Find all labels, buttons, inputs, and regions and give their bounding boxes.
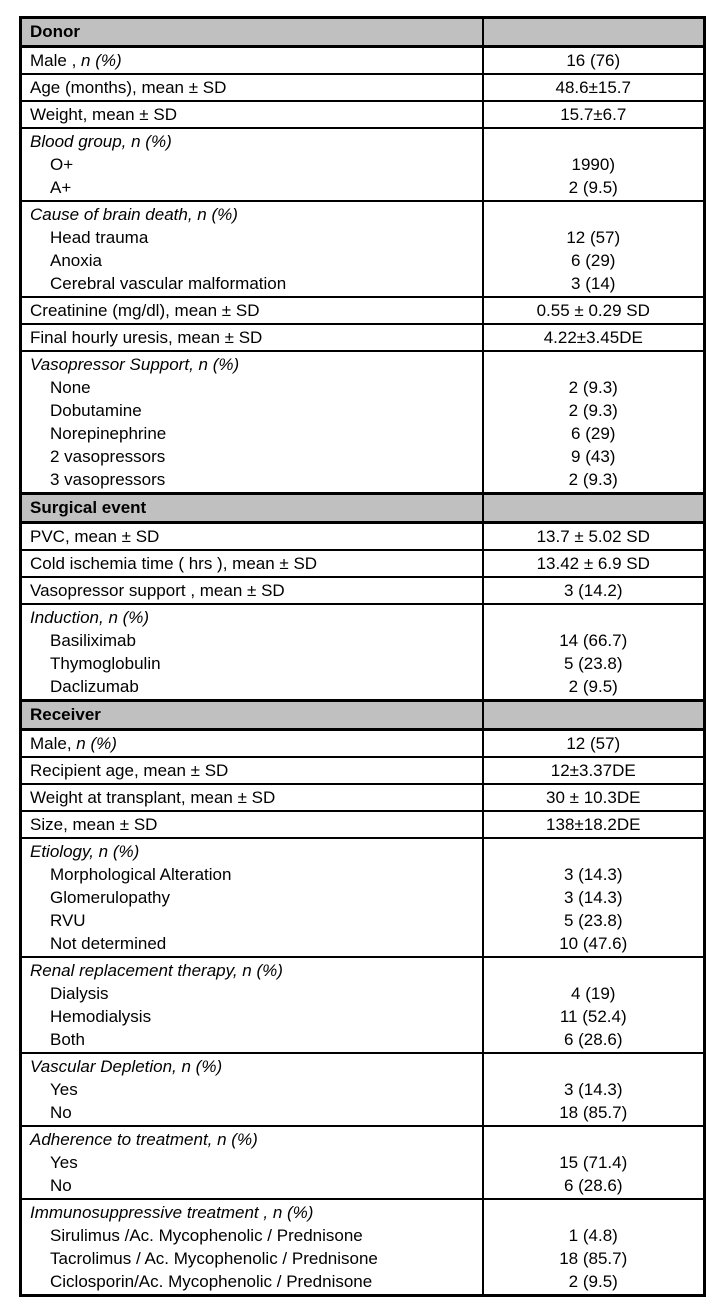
row-value: 138±18.2DE xyxy=(483,811,705,838)
group-label: Etiology, n (%) xyxy=(30,842,140,861)
row-label-italic: n (%) xyxy=(81,51,122,70)
sub-item-value: 2 (9.5) xyxy=(568,677,618,696)
table-row xyxy=(21,730,705,758)
group-label-cell xyxy=(21,957,483,1053)
group-label-cell xyxy=(21,1126,483,1199)
sub-item-value: 9 (43) xyxy=(571,447,616,466)
sub-item-value: 2 (9.3) xyxy=(568,470,618,489)
sub-item-value: 6 (29) xyxy=(571,251,616,270)
table-row xyxy=(21,74,705,101)
sub-item-label: Head trauma xyxy=(50,228,149,247)
row-label: Final hourly uresis, mean ± SD xyxy=(21,324,483,351)
blank-line xyxy=(484,840,704,863)
sub-item-value: 3 (14) xyxy=(571,274,616,293)
row-label-cell xyxy=(21,47,483,75)
row-label: Male, xyxy=(30,734,77,753)
group-value-cell xyxy=(483,1053,705,1126)
row-label: Creatinine (mg/dl), mean ± SD xyxy=(21,297,483,324)
row-label: Weight, mean ± SD xyxy=(21,101,483,128)
sub-item-label: Dobutamine xyxy=(50,401,142,420)
section-header-receiver: Receiver xyxy=(21,701,483,730)
table-group-row xyxy=(21,1199,705,1296)
table-row xyxy=(21,523,705,551)
sub-item-label: Yes xyxy=(50,1080,78,1099)
table-row xyxy=(21,47,705,75)
row-label: Vasopressor support , mean ± SD xyxy=(21,577,483,604)
sub-item-label: Dialysis xyxy=(50,984,109,1003)
row-value: 3 (14.2) xyxy=(483,577,705,604)
row-label: Weight at transplant, mean ± SD xyxy=(21,784,483,811)
row-label: Male , xyxy=(30,51,82,70)
table-group-row xyxy=(21,838,705,957)
group-label: Induction, n (%) xyxy=(30,608,150,627)
section-header-donor: Donor xyxy=(21,18,483,47)
table-row xyxy=(21,811,705,838)
row-label-cell xyxy=(21,730,483,758)
row-value: 13.7 ± 5.02 SD xyxy=(483,523,705,551)
section-header-value-cell xyxy=(483,18,705,47)
table-row xyxy=(21,757,705,784)
blank-line xyxy=(484,203,704,226)
characteristics-table xyxy=(19,16,706,1297)
sub-item-label: 3 vasopressors xyxy=(50,470,166,489)
group-value-cell xyxy=(483,128,705,201)
sub-item-value: 4 (19) xyxy=(571,984,616,1003)
sub-item-label: No xyxy=(50,1176,72,1195)
table-group-row xyxy=(21,1126,705,1199)
row-label: Cold ischemia time ( hrs ), mean ± SD xyxy=(21,550,483,577)
group-label: Renal replacement therapy, n (%) xyxy=(30,961,283,980)
row-value: 30 ± 10.3DE xyxy=(483,784,705,811)
sub-item-label: A+ xyxy=(50,178,72,197)
table-group-row xyxy=(21,957,705,1053)
group-value-cell xyxy=(483,351,705,494)
row-value: 48.6±15.7 xyxy=(483,74,705,101)
sub-item-value: 18 (85.7) xyxy=(559,1249,628,1268)
group-label-cell xyxy=(21,201,483,297)
sub-item-label: Sirulimus /Ac. Mycophenolic / Prednisone xyxy=(50,1226,363,1245)
group-label-cell xyxy=(21,604,483,701)
sub-item-label: Hemodialysis xyxy=(50,1007,152,1026)
group-label: Vasopressor Support, n (%) xyxy=(30,355,240,374)
sub-item-value: 5 (23.8) xyxy=(563,654,623,673)
group-label: Adherence to treatment, n (%) xyxy=(30,1130,258,1149)
sub-item-value: 3 (14.3) xyxy=(563,888,623,907)
sub-item-value: 2 (9.3) xyxy=(568,378,618,397)
sub-item-value: 2 (9.3) xyxy=(568,401,618,420)
table-group-row xyxy=(21,201,705,297)
sub-item-label: Thymoglobulin xyxy=(50,654,161,673)
table-row xyxy=(21,784,705,811)
table-row xyxy=(21,550,705,577)
table-row xyxy=(21,577,705,604)
sub-item-value: 1990) xyxy=(571,155,615,174)
group-label-cell xyxy=(21,351,483,494)
sub-item-value: 3 (14.3) xyxy=(563,865,623,884)
table-group-row xyxy=(21,128,705,201)
table-row xyxy=(21,101,705,128)
sub-item-label: Basiliximab xyxy=(50,631,136,650)
row-value: 16 (76) xyxy=(483,47,705,75)
sub-item-value: 14 (66.7) xyxy=(559,631,628,650)
sub-item-value: 18 (85.7) xyxy=(559,1103,628,1122)
sub-item-value: 6 (28.6) xyxy=(563,1176,623,1195)
sub-item-value: 5 (23.8) xyxy=(563,911,623,930)
group-label: Immunosuppressive treatment , n (%) xyxy=(30,1203,314,1222)
blank-line xyxy=(484,1128,704,1151)
group-value-cell xyxy=(483,201,705,297)
row-label: Age (months), mean ± SD xyxy=(21,74,483,101)
sub-item-value: 15 (71.4) xyxy=(559,1153,628,1172)
blank-line xyxy=(484,1055,704,1078)
table-group-row xyxy=(21,351,705,494)
sub-item-value: 2 (9.5) xyxy=(568,178,618,197)
group-value-cell xyxy=(483,1199,705,1296)
sub-item-value: 12 (57) xyxy=(566,228,621,247)
sub-item-label: Not determined xyxy=(50,934,167,953)
row-value: 15.7±6.7 xyxy=(483,101,705,128)
sub-item-value: 6 (29) xyxy=(571,424,616,443)
sub-item-label: 2 vasopressors xyxy=(50,447,166,466)
sub-item-value: 2 (9.5) xyxy=(568,1272,618,1291)
row-label: Size, mean ± SD xyxy=(21,811,483,838)
group-label-cell xyxy=(21,838,483,957)
group-label-cell xyxy=(21,1053,483,1126)
section-header-surgical-event: Surgical event xyxy=(21,494,483,523)
sub-item-label: RVU xyxy=(50,911,86,930)
sub-item-label: No xyxy=(50,1103,72,1122)
group-value-cell xyxy=(483,604,705,701)
sub-item-label: Norepinephrine xyxy=(50,424,167,443)
blank-line xyxy=(484,959,704,982)
sub-item-label: Tacrolimus / Ac. Mycophenolic / Prednisone xyxy=(50,1249,378,1268)
sub-item-label: Ciclosporin/Ac. Mycophenolic / Prednisone xyxy=(50,1272,373,1291)
sub-item-value: 3 (14.3) xyxy=(563,1080,623,1099)
sub-item-label: O+ xyxy=(50,155,74,174)
group-label: Cause of brain death, n (%) xyxy=(30,205,238,224)
sub-item-label: Anoxia xyxy=(50,251,102,270)
group-value-cell xyxy=(483,957,705,1053)
table-group-row xyxy=(21,1053,705,1126)
section-header-row xyxy=(21,494,705,523)
blank-line xyxy=(484,130,704,153)
table-group-row xyxy=(21,604,705,701)
sub-item-label: Daclizumab xyxy=(50,677,139,696)
sub-item-label: Both xyxy=(50,1030,85,1049)
row-label: Recipient age, mean ± SD xyxy=(21,757,483,784)
blank-line xyxy=(484,353,704,376)
section-header-row xyxy=(21,18,705,47)
blank-line xyxy=(484,1201,704,1224)
sub-item-value: 11 (52.4) xyxy=(559,1007,627,1026)
row-label: PVC, mean ± SD xyxy=(21,523,483,551)
section-header-value-cell xyxy=(483,701,705,730)
table-row xyxy=(21,324,705,351)
sub-item-label: None xyxy=(50,378,91,397)
sub-item-label: Cerebral vascular malformation xyxy=(50,274,287,293)
row-value: 12±3.37DE xyxy=(483,757,705,784)
group-label: Vascular Depletion, n (%) xyxy=(30,1057,223,1076)
group-value-cell xyxy=(483,838,705,957)
row-value: 4.22±3.45DE xyxy=(483,324,705,351)
sub-item-label: Morphological Alteration xyxy=(50,865,232,884)
sub-item-value: 1 (4.8) xyxy=(568,1226,618,1245)
sub-item-label: Yes xyxy=(50,1153,78,1172)
table-row xyxy=(21,297,705,324)
blank-line xyxy=(484,606,704,629)
sub-item-value: 10 (47.6) xyxy=(559,934,628,953)
sub-item-label: Glomerulopathy xyxy=(50,888,171,907)
row-value: 13.42 ± 6.9 SD xyxy=(483,550,705,577)
group-value-cell xyxy=(483,1126,705,1199)
group-label: Blood group, n (%) xyxy=(30,132,172,151)
group-label-cell xyxy=(21,128,483,201)
sub-item-value: 6 (28.6) xyxy=(563,1030,623,1049)
section-header-row xyxy=(21,701,705,730)
section-header-value-cell xyxy=(483,494,705,523)
row-label-italic: n (%) xyxy=(76,734,117,753)
group-label-cell xyxy=(21,1199,483,1296)
row-value: 0.55 ± 0.29 SD xyxy=(483,297,705,324)
row-value: 12 (57) xyxy=(483,730,705,758)
